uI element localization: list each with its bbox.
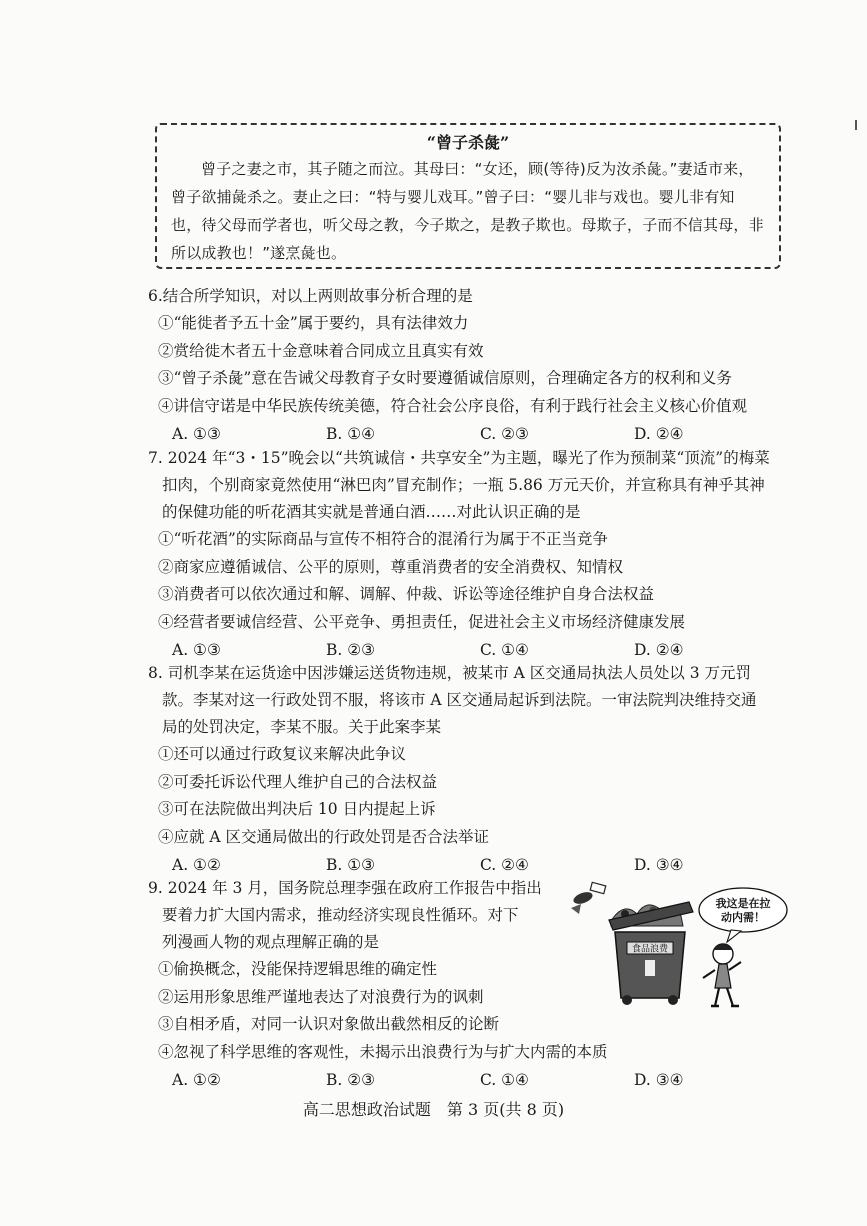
- question-stem: 局的处罚决定，李某不服。关于此案李某: [162, 718, 442, 736]
- option-1: ①还可以通过行政复议来解决此争议: [158, 745, 407, 763]
- option-4: ④应就 A 区交通局做出的行政处罚是否合法举证: [158, 827, 490, 846]
- flying-food-icon: [571, 882, 606, 914]
- option-1: ①“能徙者予五十金”属于要约，具有法律效力: [158, 314, 469, 332]
- option-2: ②商家应遵循诚信、公平的原则，尊重消费者的安全消费权、知情权: [158, 557, 624, 576]
- option-4: ④经营者要诚信经营、公平竞争、勇担责任，促进社会主义市场经济健康发展: [158, 612, 686, 631]
- option-1: ①“听花酒”的实际商品与宣传不相符合的混淆行为属于不正当竞争: [158, 530, 608, 548]
- cartoon-illustration: [565, 880, 790, 1015]
- option-2: ②运用形象思维严谨地表达了对浪费行为的讽刺: [158, 987, 484, 1006]
- story-title: “曾子杀彘”: [426, 133, 510, 152]
- answer-choices: [148, 420, 788, 448]
- question-8: [148, 660, 788, 879]
- choice-a[interactable]: A. ①②: [172, 1071, 221, 1089]
- option-2: ②可委托诉讼代理人维护自己的合法权益: [158, 772, 438, 791]
- choice-b[interactable]: B. ①③: [326, 856, 376, 874]
- choice-a[interactable]: A. ①③: [172, 641, 221, 659]
- bubble-line-2: 动内需！: [721, 911, 765, 924]
- story-line: 曾子欲捕彘杀之。妻止之曰：“特与婴儿戏耳。”曾子曰：“婴儿非与戏也。婴儿非有知: [171, 188, 735, 206]
- question-stem: 6.结合所学知识，对以上两则故事分析合理的是: [148, 287, 473, 305]
- choice-b[interactable]: B. ②③: [326, 641, 376, 659]
- choice-c[interactable]: C. ①④: [480, 1071, 529, 1089]
- option-1: ①偷换概念，没能保持逻辑思维的确定性: [158, 960, 438, 978]
- question-stem: 扣肉，个别商家竟然使用“淋巴肉”冒充制作；一瓶 5.86 万元天价，并宣称具有神乎其神: [162, 476, 765, 494]
- question-6: [148, 283, 788, 448]
- option-3: ③“曾子杀彘”意在告诫父母教育子女时要遵循诚信原则，合理确定各方的权利和义务: [158, 369, 732, 387]
- bubble-line-1: 我这是在拉: [715, 897, 771, 910]
- choice-d[interactable]: D. ③④: [634, 856, 684, 874]
- bin-label: 食品浪费: [631, 944, 669, 955]
- story-line: 曾子之妻之市，其子随之而泣。其母曰：“女还，顾(等待)反为汝杀彘。”妻适市来，: [201, 160, 754, 178]
- option-3: ③消费者可以依次通过和解、调解、仲裁、诉讼等途径维护自身合法权益: [158, 585, 655, 603]
- speech-bubble: [699, 888, 787, 942]
- choice-b[interactable]: B. ②③: [326, 1071, 376, 1089]
- choice-d[interactable]: D. ②④: [634, 425, 684, 443]
- question-stem: 列漫画人物的观点理解正确的是: [162, 933, 380, 951]
- page-footer: 高二思想政治试题 第 3 页(共 8 页): [302, 1100, 565, 1119]
- story-line: 也，待父母而学者也，听父母之教，今子欺之，是教子欺也。母欺子，子而不信其母，非: [171, 216, 764, 234]
- question-stem: 8. 司机李某在运货途中因涉嫌运送货物违规，被某市 A 区交通局执法人员处以 3 万元罚: [148, 664, 751, 682]
- question-7: [148, 445, 788, 664]
- story-body: [171, 155, 765, 267]
- choice-a[interactable]: A. ①③: [172, 425, 221, 443]
- person-figure-icon: [703, 944, 741, 1006]
- scan-edge-mark: [855, 120, 857, 130]
- answer-choices: [148, 1066, 788, 1094]
- story-line: 所以成教也！”遂烹彘也。: [171, 244, 347, 262]
- question-stem: 款。李某对这一行政处罚不服，将该市 A 区交通局起诉到法院。一审法院判决维持交通: [162, 691, 757, 709]
- question-stem: 7. 2024 年“3・15”晚会以“共筑诚信・共享安全”为主题，曝光了作为预制菜“顶流”的梅菜: [148, 449, 770, 467]
- cartoon-svg: [565, 880, 790, 1015]
- choice-c[interactable]: C. ①④: [480, 641, 529, 659]
- option-4: ④讲信守诺是中华民族传统美德，符合社会公序良俗，有利于践行社会主义核心价值观: [158, 396, 748, 415]
- option-3: ③可在法院做出判决后 10 日内提起上诉: [158, 800, 436, 818]
- question-stem: 的保健功能的听花酒其实就是普通白酒……对此认识正确的是: [162, 503, 581, 521]
- option-3: ③自相矛盾，对同一认识对象做出截然相反的论断: [158, 1015, 500, 1033]
- choice-d[interactable]: D. ③④: [634, 1071, 684, 1089]
- choice-c[interactable]: C. ②④: [480, 856, 529, 874]
- choice-c[interactable]: C. ②③: [480, 425, 529, 443]
- option-2: ②赏给徙木者五十金意味着合同成立且真实有效: [158, 341, 484, 360]
- option-4: ④忽视了科学思维的客观性，未揭示出浪费行为与扩大内需的本质: [158, 1042, 608, 1061]
- choice-b[interactable]: B. ①④: [326, 425, 376, 443]
- choice-a[interactable]: A. ①②: [172, 856, 221, 874]
- story-box: [155, 123, 781, 269]
- question-stem: 9. 2024 年 3 月，国务院总理李强在政府工作报告中指出: [148, 879, 542, 897]
- question-stem: 要着力扩大国内需求，推动经济实现良性循环。对下: [162, 906, 519, 924]
- choice-d[interactable]: D. ②④: [634, 641, 684, 659]
